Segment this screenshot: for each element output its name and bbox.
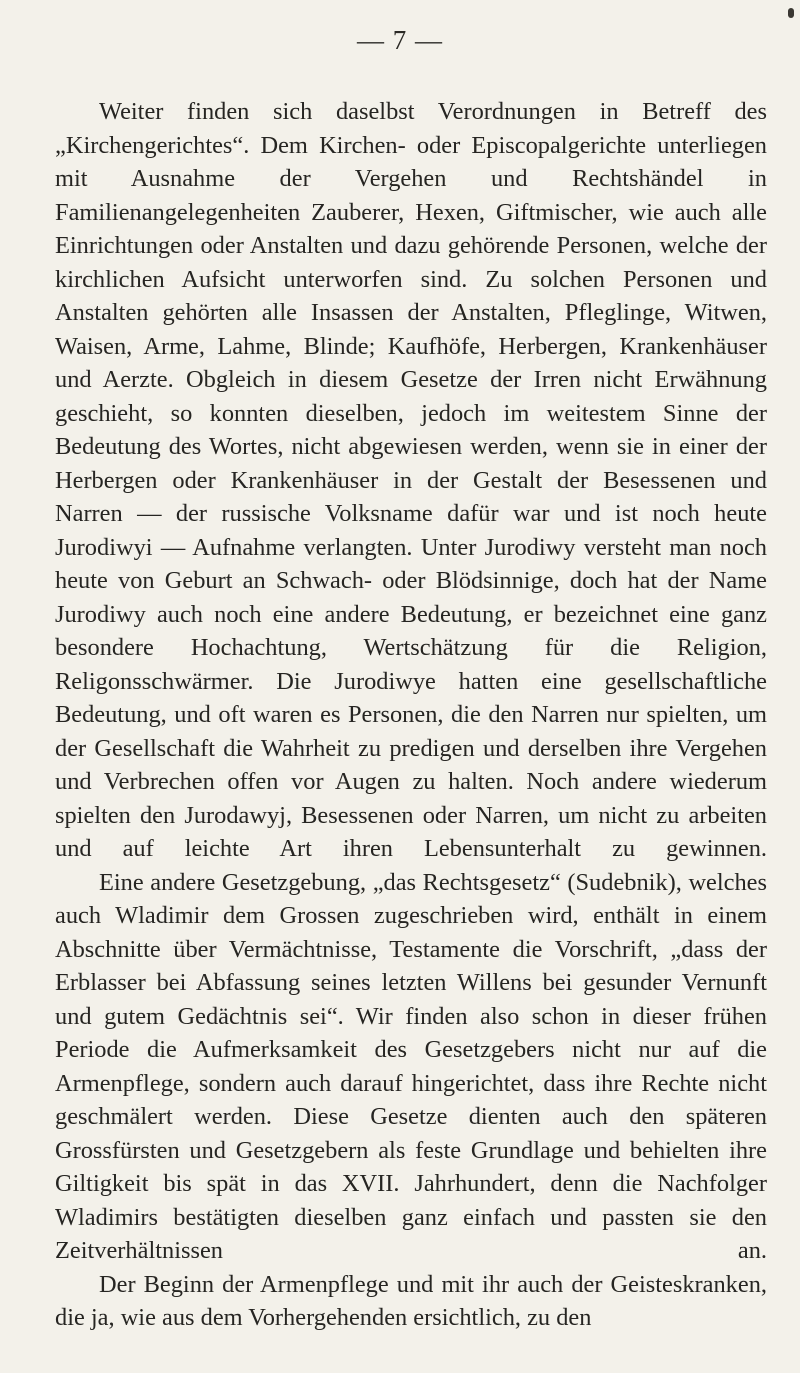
paragraph-2: Eine andere Gesetzgebung, „das Rechtsgesetz“ (Sudebnik), welches auch Wladimir dem Grossen zugeschrieben wird, enthält in einem Abschnitte über Vermächtnisse, Testamente die Vorschrift, „dass der Erblasser bei Abfassung seines letzten Willens bei gesunder Vernunft und gutem Gedächtnis sei“. Wir finden also schon in dieser frühen Periode die Aufmerksamkeit des Gesetzgebers nicht nur auf die Armenpflege, sondern auch darauf hingerichtet, dass ihre Rechte nicht geschmälert werden. Diese Gesetze dienten auch den späteren Grossfürsten und Gesetzgebern als feste Grundlage und behielten ihre Giltigkeit bis spät in das XVII. Jahrhundert, denn die Nachfolger Wladimirs bestätigten dieselben ganz einfach und passten sie den Zeitverhältnissen an. xyxy=(55,868,767,1264)
paragraph-3: Der Beginn der Armenpflege und mit ihr auch der Geisteskranken, die ja, wie aus dem Vorhergehenden ersichtlich, zu den xyxy=(55,1270,767,1331)
page-number: — 7 — xyxy=(357,25,443,55)
main-text xyxy=(55,95,767,1335)
edge-mark xyxy=(788,8,794,18)
paragraph-1: Weiter finden sich daselbst Verordnungen in Betreff des „Kirchengerichtes“. Dem Kirchen- oder Episcopalgerichte unterliegen mit Ausnahme der Vergehen und Rechtshändel in Familienangelegenheiten Zauberer, Hexen, Giftmischer, wie auch alle Einrichtungen oder Anstalten und dazu gehörende Personen, welche der kirchlichen Aufsicht unterworfen sind. Zu solchen Personen und Anstalten gehörten alle Insassen der Anstalten, Pfleglinge, Witwen, Waisen, Arme, Lahme, Blinde; Kaufhöfe, Herbergen, Krankenhäuser und Aerzte. Obgleich in diesem Gesetze der Irren nicht Erwähnung geschieht, so konnten dieselben, jedoch im weitestem Sinne der Bedeutung des Wortes, nicht abgewiesen werden, wenn sie in einer der Herbergen oder Krankenhäuser in der Gestalt der Besessenen und Narren — der russische Volksname dafür war und ist noch heute Jurodiwyi — Aufnahme verlangten. Unter Jurodiwy versteht man noch heute von Geburt an Schwach- oder Blödsinnige, doch hat der Name Jurodiwy auch noch eine andere Bedeutung, er bezeichnet eine ganz besondere Hochachtung, Wertschätzung für die Religion, Religonsschwärmer. Die Jurodiwye hatten eine gesellschaftliche Bedeutung, und oft waren es Personen, die den Narren nur spielten, um der Gesellschaft die Wahrheit zu predigen und derselben ihre Vergehen und Verbrechen offen vor Augen zu halten. Noch andere wiederum spielten den Jurodawyj, Besessenen oder Narren, um nicht zu arbeiten und auf leichte Art ihren Lebensunterhalt zu gewinnen. xyxy=(55,98,767,862)
